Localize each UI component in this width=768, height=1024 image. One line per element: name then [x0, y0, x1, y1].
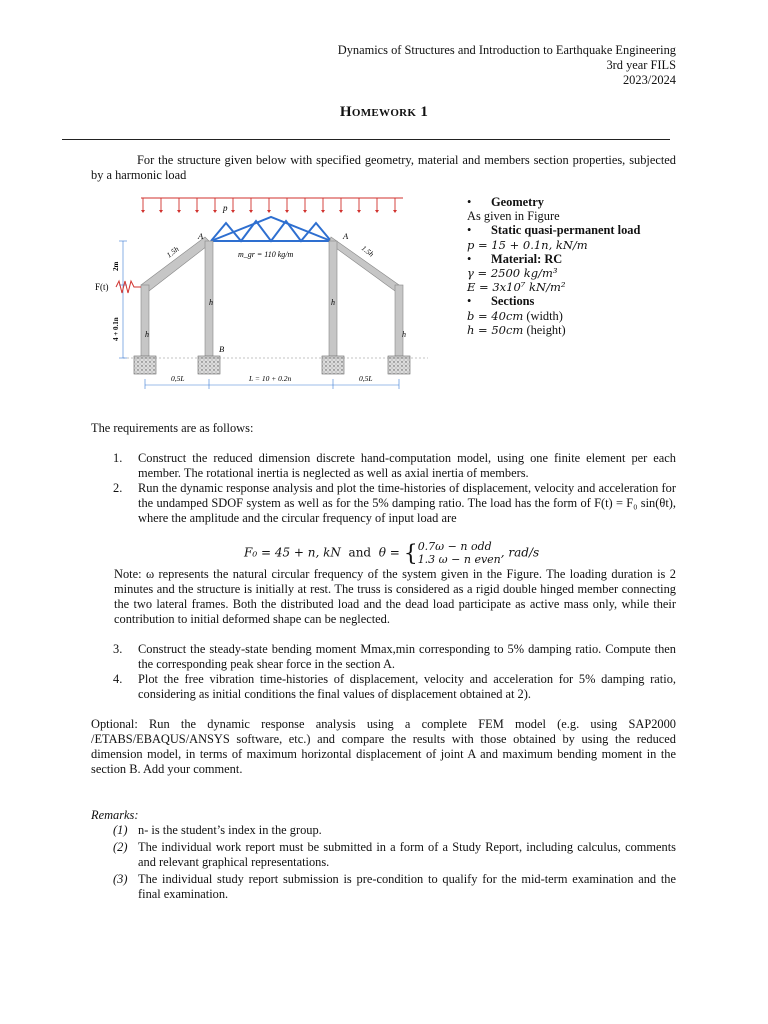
requirements-list — [91, 451, 676, 526]
left-frame — [141, 237, 213, 361]
academic-year: 2023/2024 — [622, 73, 676, 87]
remarks-list — [91, 823, 676, 904]
remark-item: (1) n- is the student’s index in the group. — [113, 823, 322, 837]
load-title: • Static quasi-permanent load — [467, 223, 641, 238]
page-title: Homework 1 — [339, 104, 429, 120]
roof-truss — [211, 217, 331, 241]
structure-figure — [95, 193, 433, 393]
span-left-label: 0,5L — [171, 374, 185, 383]
b-line: b = 40cm (width) — [467, 308, 563, 323]
section-h-3: h — [331, 298, 335, 307]
span-main-label: L = 10 + 0.2n — [249, 374, 292, 383]
course-header — [338, 43, 676, 88]
title-divider — [62, 139, 670, 140]
intro-paragraph: For the structure given below with specified geometry, material and members section properties, subjected by a harmonic load — [91, 153, 676, 182]
load-formula: p = 15 + 0.1n, kN/m — [467, 237, 588, 252]
geometry-text: As given in Figure — [467, 209, 560, 224]
section-h-1: h — [145, 330, 149, 339]
remark-item: (2) The individual work report must be submitted in a form of a Study Report, including calculus, comments and relevant graphical representations. — [113, 840, 676, 869]
mass-label: m_gr = 110 kg/m — [238, 250, 294, 259]
section-h-4: h — [402, 330, 406, 339]
h-line: h = 50cm (height) — [467, 322, 566, 337]
section-h-2: h — [209, 298, 213, 307]
requirements-intro: The requirements are as follows: — [91, 421, 254, 435]
requirement-item: 2. Run the dynamic response analysis and plot the time-histories of displacement, velocity and acceleration for the undamped SDOF system as well as for the 5% damping ratio. The load has the form of F(t) = F₀ sin(θt), where the amplitude and the circular frequency of input load are — [113, 481, 676, 525]
rafter-left-label: 1.5h — [164, 244, 181, 260]
course-title: Dynamics of Structures and Introduction to Earthquake Engineering — [337, 43, 676, 57]
joint-a-left: A — [198, 231, 204, 241]
requirement-item: 1. Construct the reduced dimension discrete hand-computation model, using one finite element per each member. The rotational inertia is neglected as well as axial inertia of members. — [113, 451, 676, 480]
harmonic-force-symbol — [116, 281, 141, 293]
foundations — [134, 356, 410, 374]
joint-a-right: A — [343, 231, 349, 241]
right-frame — [329, 237, 403, 361]
requirement-item: 3. Construct the steady-state bending moment Mmax,min corresponding to 5% damping ratio. Compute then the corresponding peak shear force in the section A. — [113, 642, 676, 671]
load-arrows — [143, 198, 395, 210]
height-top-label: 2m — [112, 261, 120, 271]
sections-title: • Sections — [467, 294, 535, 309]
load-label: p — [223, 203, 228, 213]
distributed-load — [141, 198, 403, 213]
height-bottom-label: 4 + 0.1n — [112, 317, 120, 341]
requirement-item: 4. Plot the free vibration time-histories of displacement, velocity and acceleration for 5% damping ratio, considering as initial conditions the final values of displacement obtained at 2). — [113, 672, 676, 701]
height-dimension — [119, 241, 127, 358]
note-paragraph: Note: ω represents the natural circular frequency of the system given in the Figure. The loading duration is 2 minutes and the structure is initially at rest. The truss is considered as a rigid double hinged member connecting the two lateral frames. Both the distributed load and the dead load participate as active mass only, while their contribution to initial deformed shape can be neglected. — [114, 567, 676, 626]
course-year: 3rd year FILS — [606, 58, 676, 72]
remark-item: (3) The individual study report submission is pre-condition to qualify for the mid-term examination and the final examination. — [113, 872, 676, 901]
joint-b: B — [219, 344, 225, 354]
optional-paragraph: Optional: Run the dynamic response analysis using a complete FEM model (e.g. using SAP2000 /ETABS/EBAQUS/ANSYS software, etc.) and compare the results with those obtained by using the reduced dimension model, in terms of maximum horizontal displacement of joint A and maximum bending moment in the section B. Add your comment. — [91, 717, 676, 776]
span-right-label: 0,5L — [359, 374, 373, 383]
gamma-formula: γ = 2500 kg/m³ — [467, 266, 558, 281]
load-parameters-formula: F₀ = 45 + n, kN and θ = { 0.7ω − n odd 1.3 ω − n even , rad/s — [244, 540, 540, 567]
remarks-title: Remarks: — [91, 808, 139, 822]
force-label: F(t) — [95, 282, 109, 292]
properties-list — [467, 195, 687, 337]
material-title: • Material: RC — [467, 251, 563, 266]
geometry-title: • Geometry — [467, 195, 544, 209]
requirements-list-continued — [91, 642, 676, 702]
e-formula: E = 3x10⁷ kN/m² — [467, 280, 566, 295]
rafter-right-label: 1.5h — [359, 243, 376, 259]
